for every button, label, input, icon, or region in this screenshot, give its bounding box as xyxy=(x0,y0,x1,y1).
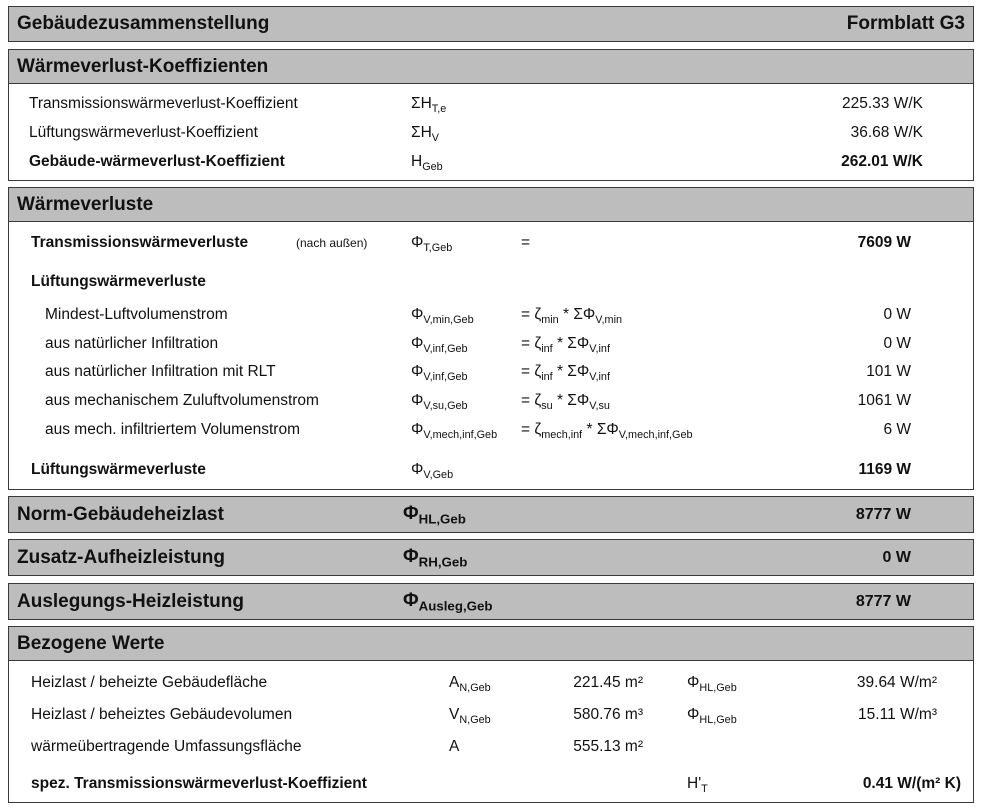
zusatz-value: 0 W xyxy=(882,548,911,566)
lueft-label: Mindest-Luftvolumenstrom xyxy=(45,306,228,323)
lueft-value: 0 W xyxy=(883,306,911,323)
lueft-sum-value: 1169 W xyxy=(858,461,911,478)
lueft-value: 101 W xyxy=(866,363,911,380)
section-koeffizienten xyxy=(8,49,974,181)
lueft-label: aus natürlicher Infiltration mit RLT xyxy=(45,363,276,380)
bezogen-quantity: 580.76 m³ xyxy=(573,706,643,723)
lueft-symbol: $\Phi_{V,mech,inf,Geb}$ xyxy=(411,421,498,441)
section-zusatz-aufheiz xyxy=(8,539,974,576)
section-auslegung xyxy=(8,583,974,620)
spez-symbol: $H'_T$ xyxy=(687,775,708,795)
lueft-formula: = $\zeta_{su} * \Sigma\Phi_{V,su}$ xyxy=(521,392,610,412)
lueft-value: 1061 W xyxy=(857,392,911,409)
koeff-value: 225.33 W/K xyxy=(842,95,923,112)
bezogen-label: Heizlast / beheiztes Gebäudevolumen xyxy=(31,706,293,723)
bezogen-quantity: 555.13 m² xyxy=(573,738,643,755)
koeff-label: Lüftungswärmeverlust-Koeffizient xyxy=(29,124,258,141)
lueft-formula: = $\zeta_{min} * \Sigma\Phi_{V,min}$ xyxy=(521,306,623,326)
lueft-sum-symbol: $\Phi_{V,Geb}$ xyxy=(411,461,454,481)
section-title: Zusatz-Aufheizleistung xyxy=(17,546,225,568)
trans-value: 7609 W xyxy=(857,234,911,251)
lueft-formula: = $\zeta_{inf} * \Sigma\Phi_{V,inf}$ xyxy=(521,363,610,383)
koeff-value: 36.68 W/K xyxy=(850,124,923,141)
lueft-label: aus natürlicher Infiltration xyxy=(45,335,219,352)
koeff-symbol: $\Sigma H_{T,e}$ xyxy=(411,95,447,115)
section-title: Norm-Gebäudeheizlast xyxy=(17,503,224,525)
section-waermeverluste xyxy=(8,187,974,490)
trans-eq: = xyxy=(521,234,531,251)
lueft-heading: Lüftungswärmeverluste xyxy=(31,273,206,290)
trans-symbol: $\Phi_{T,Geb}$ xyxy=(411,234,453,254)
bezogen-symbol2: $\Phi_{HL,Geb}$ xyxy=(687,674,737,694)
lueft-symbol: $\Phi_{V,su,Geb}$ xyxy=(411,392,468,412)
lueft-label: aus mechanischem Zuluftvolumenstrom xyxy=(45,392,319,409)
lueft-symbol: $\Phi_{V,inf,Geb}$ xyxy=(411,363,468,383)
koeff-label: Gebäude-wärmeverlust-Koeffizient xyxy=(29,153,285,170)
form-title: Gebäudezusammenstellung xyxy=(17,13,270,34)
koeff-value: 262.01 W/K xyxy=(841,153,923,170)
section-title: Bezogene Werte xyxy=(17,632,165,654)
bezogen-quantity: 221.45 m² xyxy=(573,674,643,691)
koeff-symbol: $\Sigma H_V$ xyxy=(411,124,440,144)
section-norm-heizlast xyxy=(8,496,974,533)
bezogen-label: Heizlast / beheizte Gebäudefläche xyxy=(31,674,268,691)
section-bezogene-werte xyxy=(8,626,974,803)
lueft-value: 6 W xyxy=(883,421,911,438)
ausleg-value: 8777 W xyxy=(855,592,911,610)
bezogen-symbol: $V_{N,Geb}$ xyxy=(449,706,491,726)
section-title: Wärmeverluste xyxy=(17,193,154,215)
norm-value: 8777 W xyxy=(855,505,911,523)
norm-symbol: $\Phi_{HL,Geb}$ xyxy=(403,503,466,527)
bezogen-value: 15.11 W/m³ xyxy=(858,706,937,723)
ausleg-symbol: $\Phi_{Ausleg,Geb}$ xyxy=(403,590,493,614)
section-title: Wärmeverlust-Koeffizienten xyxy=(17,55,269,77)
zusatz-symbol: $\Phi_{RH,Geb}$ xyxy=(403,546,468,570)
form-id: Formblatt G3 xyxy=(846,13,965,34)
koeff-symbol: $H_{Geb}$ xyxy=(411,153,443,173)
bezogen-symbol2: $\Phi_{HL,Geb}$ xyxy=(687,706,737,726)
lueft-sum-label: Lüftungswärmeverluste xyxy=(31,461,206,478)
bezogen-value: 39.64 W/m² xyxy=(856,674,937,691)
bezogen-symbol: A xyxy=(449,738,460,755)
trans-note: (nach außen) xyxy=(296,236,368,250)
bezogen-symbol: $A_{N,Geb}$ xyxy=(449,674,491,694)
lueft-symbol: $\Phi_{V,min,Geb}$ xyxy=(411,306,474,326)
lueft-formula: = $\zeta_{mech,inf} * \Sigma\Phi_{V,mech,inf,Geb}$ xyxy=(521,421,693,441)
koeff-label: Transmissionswärmeverlust-Koeffizient xyxy=(29,95,298,112)
lueft-formula: = $\zeta_{inf} * \Sigma\Phi_{V,inf}$ xyxy=(521,335,610,355)
trans-label: Transmissionswärmeverluste xyxy=(31,234,249,251)
spez-label: spez. Transmissionswärmeverlust-Koeffizient xyxy=(31,775,367,792)
lueft-label: aus mech. infiltriertem Volumenstrom xyxy=(45,421,300,438)
bezogen-label: wärmeübertragende Umfassungsfläche xyxy=(31,738,302,755)
section-title: Auslegungs-Heizleistung xyxy=(17,590,244,612)
lueft-value: 0 W xyxy=(883,335,911,352)
form-header xyxy=(8,6,974,42)
lueft-symbol: $\Phi_{V,inf,Geb}$ xyxy=(411,335,468,355)
spez-value: 0.41 W/(m² K) xyxy=(862,775,961,792)
